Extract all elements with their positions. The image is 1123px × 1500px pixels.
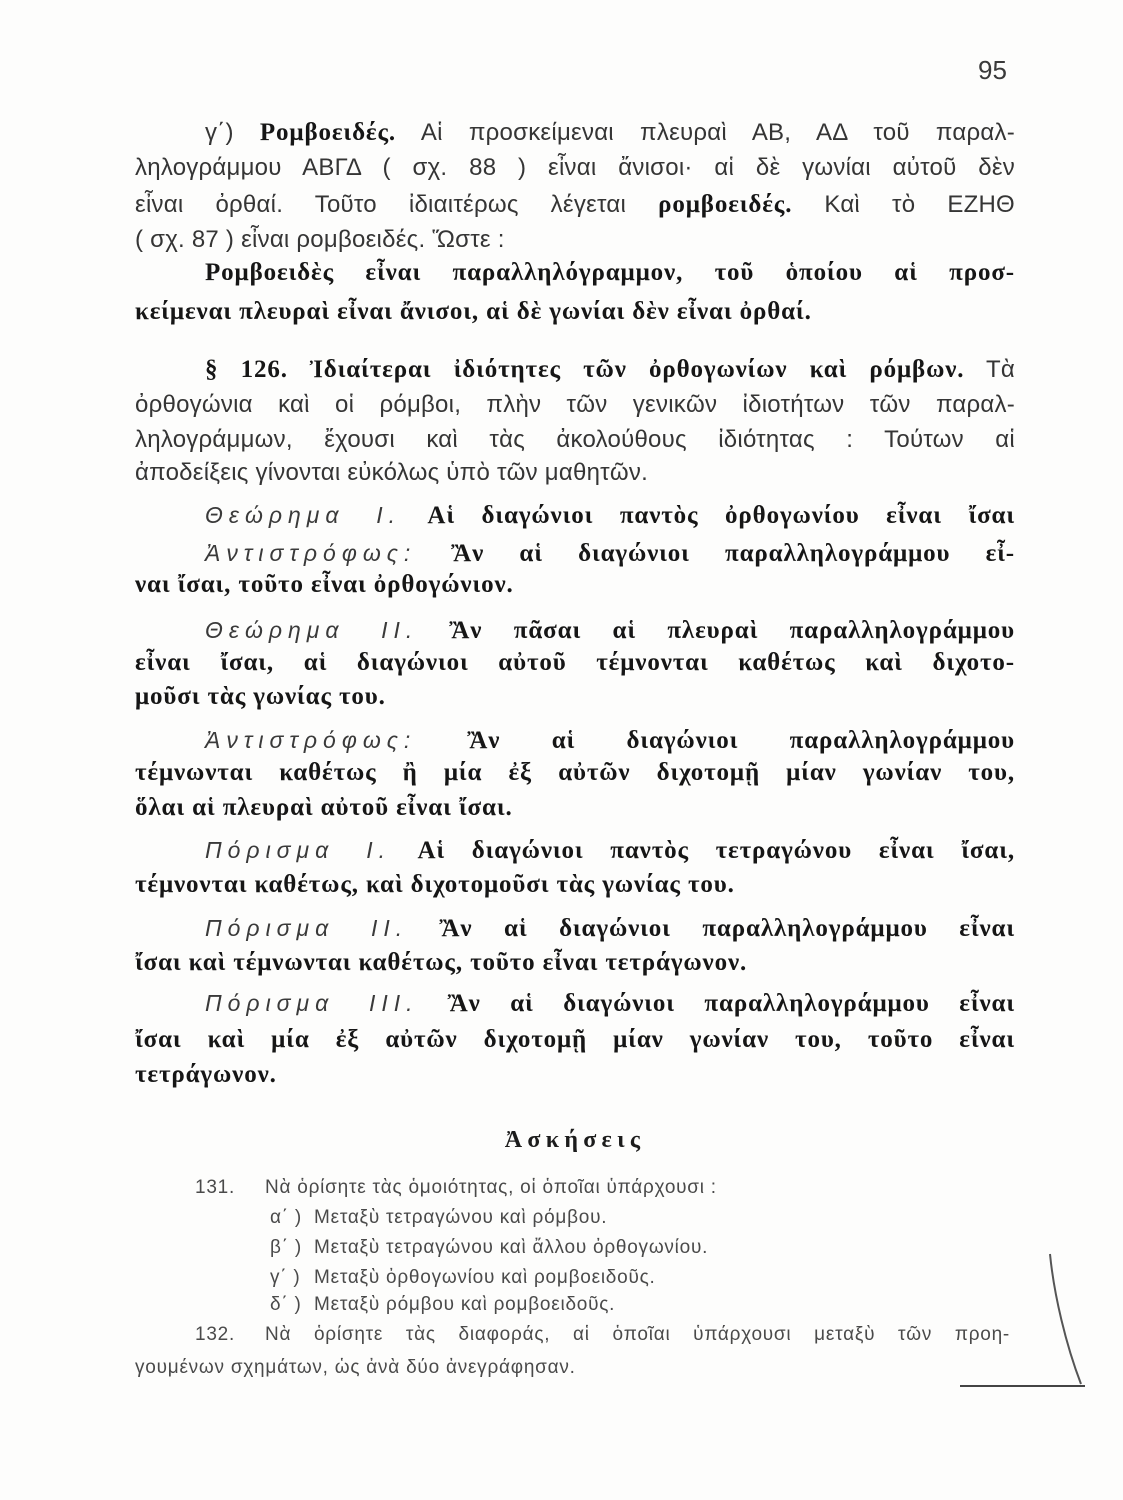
corollary-3-text-3: τετράγωνον. (135, 1061, 277, 1088)
corollary-2-text-1: Ἂν αἱ διαγώνιοι παραλληλογράμμου εἶναι (439, 915, 1015, 942)
exercise-132-number: 132. (195, 1324, 236, 1345)
exercise-132 (195, 1322, 1010, 1348)
converse-2-line-3 (135, 792, 1015, 824)
corollary-3-text-2: ἴσαι καὶ μία ἐξ αὐτῶν διχοτομῇ μίαν γωνίαν του, τοῦτο εἶναι (135, 1026, 1015, 1053)
rhomboid-term-inline: ρομβοειδές. (658, 191, 793, 218)
converse-1-label: Ἀντιστρόφως: (205, 540, 417, 566)
sub-text-b: Μεταξὺ τετραγώνου καὶ ἄλλου ὀρθογωνίου. (314, 1237, 709, 1258)
section-title: Ἰδιαίτεραι ἰδιότητες τῶν ὀρθογωνίων καὶ ρόμβων. (309, 356, 965, 383)
rhomboid-line-4 (135, 224, 1015, 256)
rhomboid-line-2 (135, 152, 1015, 184)
sub-label-c: γ΄ ) (270, 1267, 301, 1288)
sub-text-d: Μεταξὺ ρόμβου καὶ ρομβοειδοῦς. (314, 1294, 616, 1315)
corollary-3-label: Πόρισμα ΙΙΙ. (205, 990, 419, 1016)
exercise-131-number: 131. (195, 1177, 236, 1198)
rhomboid-text-3a: εἶναι ὀρθαί. Τοῦτο ἰδιαιτέρως λέγεται (135, 191, 627, 218)
corollary-2-label: Πόρισμα ΙΙ. (205, 915, 409, 941)
corollary-3-line-3 (135, 1059, 1015, 1091)
theorem-1-text-1: Αἱ διαγώνιοι παντὸς ὀρθογωνίου εἶναι ἴσαι (427, 502, 1015, 529)
section-126-line-4 (135, 457, 1015, 489)
section-number: § 126. (205, 356, 288, 383)
definition-text-2: κείμεναι πλευραὶ εἶναι ἄνισοι, αἱ δὲ γωνίαι δὲν εἶναι ὀρθαί. (135, 298, 812, 325)
converse-2-line-2 (135, 757, 1015, 789)
theorem-1-label: Θεώρημα Ι. (205, 502, 402, 528)
exercises-heading: Ἀσκήσεις (504, 1127, 646, 1153)
exercise-131-item-c (270, 1265, 970, 1291)
section-text-4: ἀποδείξεις γίνονται εὐκόλως ὑπὸ τῶν μαθητῶν. (135, 459, 649, 486)
sub-text-a: Μεταξὺ τετραγώνου καὶ ρόμβου. (314, 1207, 608, 1228)
exercise-131-item-a (270, 1205, 970, 1231)
rhomboid-term: Ρομβοειδές. (259, 119, 397, 146)
section-text-1: Τὰ (985, 356, 1015, 383)
definition-line-1 (205, 257, 1015, 289)
exercise-132-text-2: γουμένων σχημάτων, ὡς ἀνὰ δύο ἀνεγράφησαν. (135, 1357, 576, 1378)
rhomboid-text-4: ( σχ. 87 ) εἶναι ρομβοειδές. Ὥστε : (135, 226, 505, 253)
theorem-2-line-3 (135, 681, 1015, 713)
exercise-131-item-d (270, 1292, 970, 1318)
sub-label-d: δ΄ ) (270, 1294, 302, 1315)
rhomboid-text-2: ληλογράμμου ΑΒΓΔ ( σχ. 88 ) εἶναι ἄνισοι· αἱ δὲ γωνίαι αὐτοῦ δὲν (135, 154, 1015, 181)
rhomboid-line-3 (135, 189, 1015, 221)
section-126-line-3 (135, 424, 1015, 456)
margin-pen-mark-icon (950, 1250, 1090, 1395)
theorem-1-line-1 (205, 499, 1015, 531)
converse-1-text-2: ναι ἴσαι, τοῦτο εἶναι ὀρθογώνιον. (135, 571, 514, 598)
rhomboid-line-1 (205, 117, 1015, 149)
corollary-1-line-1 (205, 834, 1015, 866)
converse-2-line-1 (205, 724, 1015, 756)
theorem-2-label: Θεώρημα ΙΙ. (205, 617, 419, 643)
converse-2-text-2: τέμνωνται καθέτως ἢ μία ἐξ αὐτῶν διχοτομῇ μίαν γωνίαν του, (135, 759, 1015, 786)
sub-text-c: Μεταξὺ ὀρθογωνίου καὶ ρομβοειδοῦς. (314, 1267, 656, 1288)
corollary-3-line-2 (135, 1024, 1015, 1056)
corollary-1-label: Πόρισμα Ι. (205, 837, 391, 863)
corollary-2-text-2: ἴσαι καὶ τέμνωνται καθέτως, τοῦτο εἶναι τετράγωνον. (135, 949, 748, 976)
converse-2-text-1: Ἂν αἱ διαγώνιοι παραλληλογράμμου (467, 727, 1015, 754)
rhomboid-label: γ΄) (205, 119, 234, 146)
sub-label-a: α΄ ) (270, 1207, 302, 1228)
corollary-2-line-1 (205, 912, 1015, 944)
converse-1-text-1: Ἂν αἱ διαγώνιοι παραλληλογράμμου εἶ- (451, 540, 1015, 567)
section-126-line-2 (135, 389, 1015, 421)
page-number: 95 (978, 55, 1007, 85)
rhomboid-text-3b: Καὶ τὸ ΕΖΗΘ (824, 191, 1015, 218)
definition-text-1: Ρομβοειδὲς εἶναι παραλληλόγραμμον, τοῦ ὁποίου αἱ προσ- (205, 259, 1015, 286)
exercise-132-continuation (135, 1355, 835, 1381)
exercise-132-text: Νὰ ὁρίσητε τὰς διαφοράς, αἱ ὁποῖαι ὑπάρχουσι μεταξὺ τῶν προη- (265, 1324, 1010, 1345)
corollary-1-text-1: Αἱ διαγώνιοι παντὸς τετραγώνου εἶναι ἴσαι, (417, 837, 1015, 864)
theorem-2-text-2: εἶναι ἴσαι, αἱ διαγώνιοι αὐτοῦ τέμνονται καθέτως καὶ διχοτο- (135, 649, 1015, 676)
section-text-2: ὀρθογώνια καὶ οἱ ρόμβοι, πλὴν τῶν γενικῶν ἰδιοτήτων τῶν παραλ- (135, 391, 1015, 418)
theorem-2-line-1 (205, 614, 1015, 646)
definition-line-2 (135, 296, 1015, 328)
theorem-2-line-2 (135, 647, 1015, 679)
converse-2-label: Ἀντιστρόφως: (205, 727, 417, 753)
corollary-3-text-1: Ἂν αἱ διαγώνιοι παραλληλογράμμου εἶναι (447, 990, 1015, 1017)
theorem-2-text-1: Ἂν πᾶσαι αἱ πλευραὶ παραλληλογράμμου (449, 617, 1015, 644)
corollary-1-text-2: τέμνονται καθέτως, καὶ διχοτομοῦσι τὰς γωνίας του. (135, 871, 735, 898)
converse-1-line-2 (135, 569, 1015, 601)
exercise-131 (195, 1175, 1015, 1201)
exercise-131-text: Νὰ ὁρίσητε τὰς ὁμοιότητας, οἱ ὁποῖαι ὑπάρχουσι : (265, 1177, 717, 1198)
corollary-3-line-1 (205, 987, 1015, 1019)
section-126-line-1 (205, 354, 1015, 386)
corollary-1-line-2 (135, 869, 1015, 901)
theorem-2-text-3: μοῦσι τὰς γωνίας του. (135, 683, 386, 710)
section-text-3: ληλογράμμων, ἔχουσι καὶ τὰς ἀκολούθους ἰδιότητας : Τούτων αἱ (135, 426, 1015, 453)
sub-label-b: β΄ ) (270, 1237, 302, 1258)
exercise-131-item-b (270, 1235, 970, 1261)
corollary-2-line-2 (135, 947, 1015, 979)
converse-2-text-3: ὅλαι αἱ πλευραὶ αὐτοῦ εἶναι ἴσαι. (135, 794, 513, 821)
rhomboid-text-1: Αἱ προσκείμεναι πλευραὶ ΑΒ, ΑΔ τοῦ παραλ- (420, 119, 1015, 146)
converse-1-line-1 (205, 537, 1015, 569)
